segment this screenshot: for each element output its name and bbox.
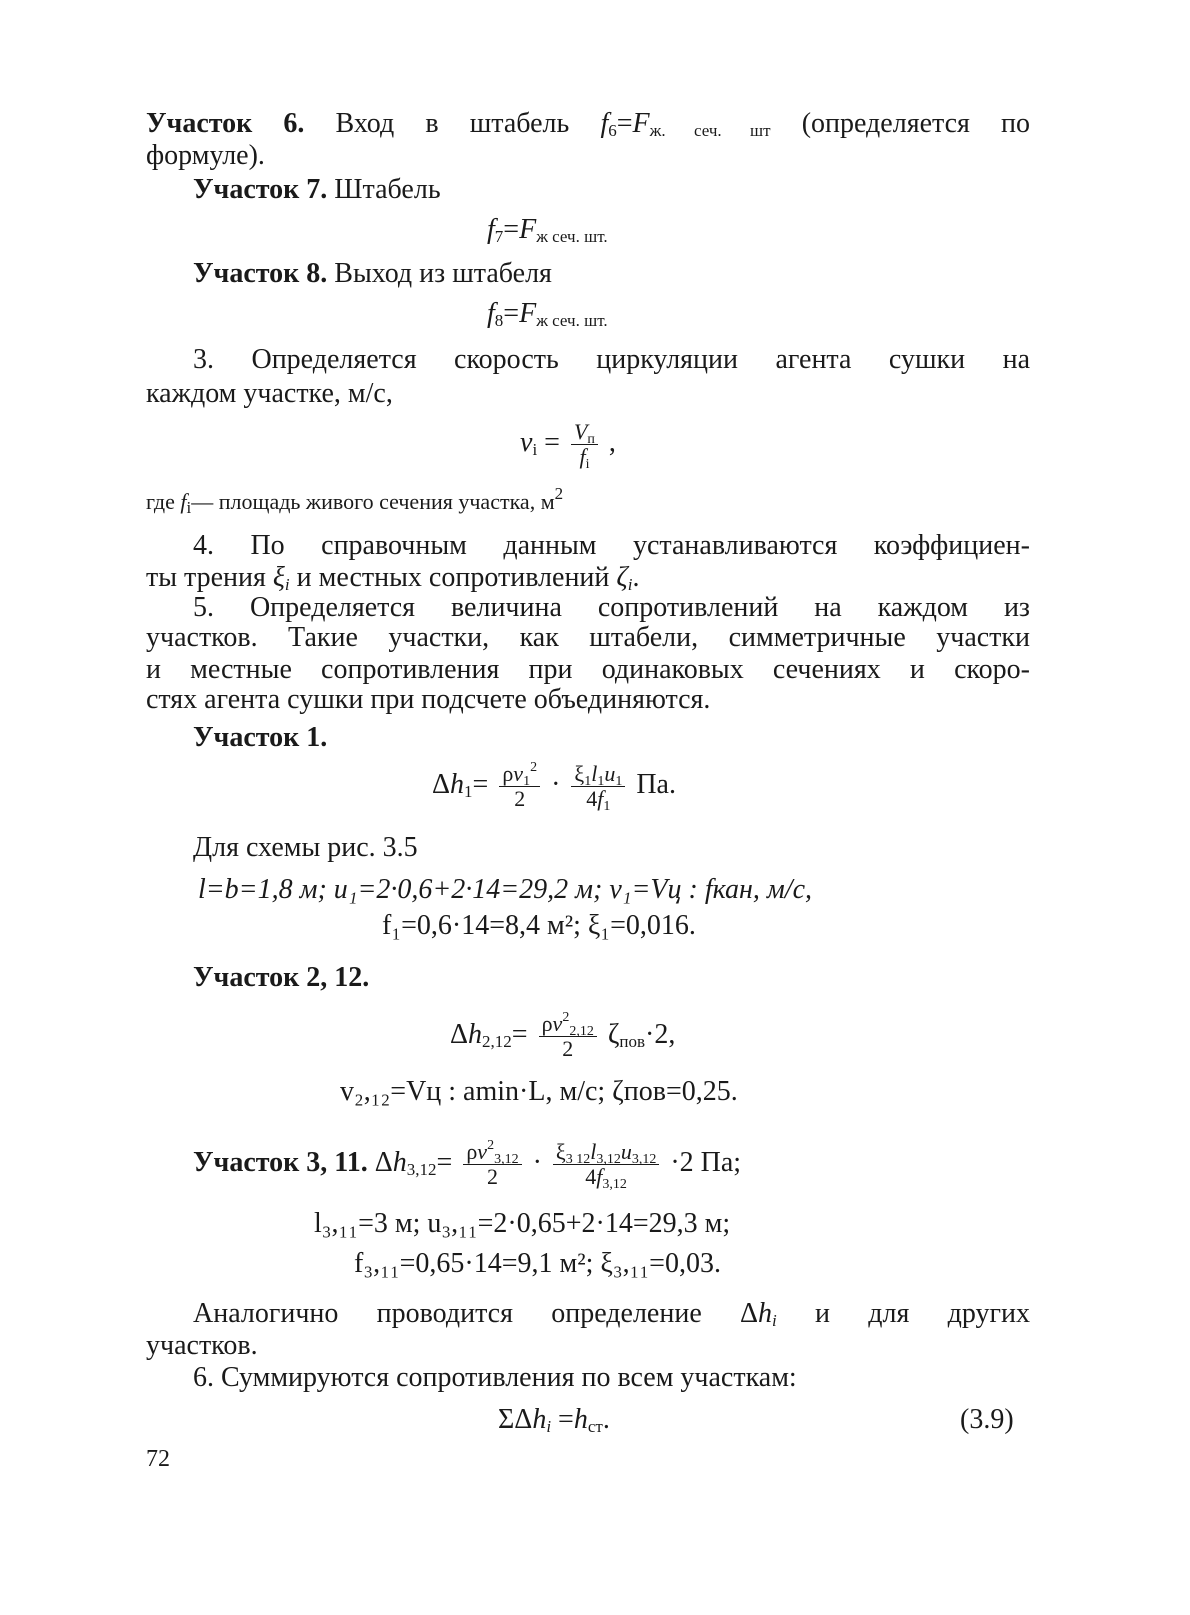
section3-formula: Участок 3, 11. $\Delta h_{3,12}=$ $\frac{\rho v^2_{3,12}}{2}$ · $\frac{\xi_{3 12}l_{3,12}u_{3,12}}{4f_{3,12}}$ ·2 Па; xyxy=(193,1138,742,1192)
s2-params: v₂,₁₂=Vц : amin·L, м/с; ζпов=0,25. xyxy=(340,1076,738,1107)
section8-heading: Участок 8. Выход из штабеля xyxy=(193,258,552,289)
s3-params-line1: l₃,₁₁=3 м; u₃,₁₁=2·0,65+2·14=29,3 м; xyxy=(314,1208,731,1239)
item5-line2: участков. Такие участки, как штабели, симметричные участки xyxy=(146,622,1030,653)
item4-line1: 4. По справочным данным устанавливаются коэффициен- xyxy=(193,530,1030,561)
section1-heading: Участок 1. xyxy=(193,722,328,753)
page-number: 72 xyxy=(146,1446,170,1472)
item4-line2: ты трения $\xi_i$ и местных сопротивлений $\zeta_i$. xyxy=(146,562,640,594)
dh2-formula: $\Delta h_{2,12}=$ $\frac{\rho v^2_{2,12}}{2}$ $\zeta_{пов}\cdot 2$, xyxy=(450,1010,676,1061)
item3-line2: каждом участке, м/с, xyxy=(146,378,393,409)
vi-formula: $v_i$ = $\frac{V_п}{f_i}$ , xyxy=(520,419,616,472)
scheme-reference: Для схемы рис. 3.5 xyxy=(193,832,418,863)
item3-line1: 3. Определяется скорость циркуляции агента сушки на xyxy=(193,344,1030,375)
analog-line2: участков. xyxy=(146,1330,258,1361)
item6-line: 6. Суммируются сопротивления по всем участкам: xyxy=(193,1362,797,1393)
where-note: где $f_i—$ площадь живого сечения участка, $м^2$ xyxy=(146,484,564,517)
section7-heading: Участок 7. Штабель xyxy=(193,174,441,205)
vi-fraction: $\frac{V_п}{f_i}$ xyxy=(571,420,598,469)
s1-params-line1: l=b=1,8 м; u₁=2·0,6+2·14=29,2 м; v₁=Vц : fкан, м/с, xyxy=(198,874,813,905)
sum-formula: $\Sigma\Delta h_i =h_{ст}$. xyxy=(498,1404,610,1436)
s1-params-line2: f₁=0,6·14=8,4 м²; ξ₁=0,016. xyxy=(382,910,696,941)
dh1-formula: $\Delta h_1=$ $\frac{\rho v_1^2}{2}$ · $\frac{\xi_1l_1u_1}{4f_1}$ Па. xyxy=(432,760,676,814)
section6-line2: формуле). xyxy=(146,140,265,171)
s3-params-line2: f₃,₁₁=0,65·14=9,1 м²; ξ₃,₁₁=0,03. xyxy=(354,1248,721,1279)
f7-formula: $f_7=F_{ж сеч. шт.}$ xyxy=(487,214,608,246)
section6-line1: Участок 6. Вход в штабель $f_6=F_{ж. сеч. шт}$ (определяется по xyxy=(146,108,1030,140)
item5-line1: 5. Определяется величина сопротивлений на каждом из xyxy=(193,592,1030,623)
f8-formula: $f_8=F_{ж сеч. шт.}$ xyxy=(487,298,608,330)
analog-line1: Аналогично проводится определение $\Delta h_i$ и для других xyxy=(193,1298,1030,1330)
equation-number: (3.9) xyxy=(960,1404,1014,1435)
item5-line3: и местные сопротивления при одинаковых сечениях и скоро- xyxy=(146,654,1030,685)
item5-line4: стях агента сушки при подсчете объединяются. xyxy=(146,684,711,715)
section2-heading: Участок 2, 12. xyxy=(193,962,370,993)
